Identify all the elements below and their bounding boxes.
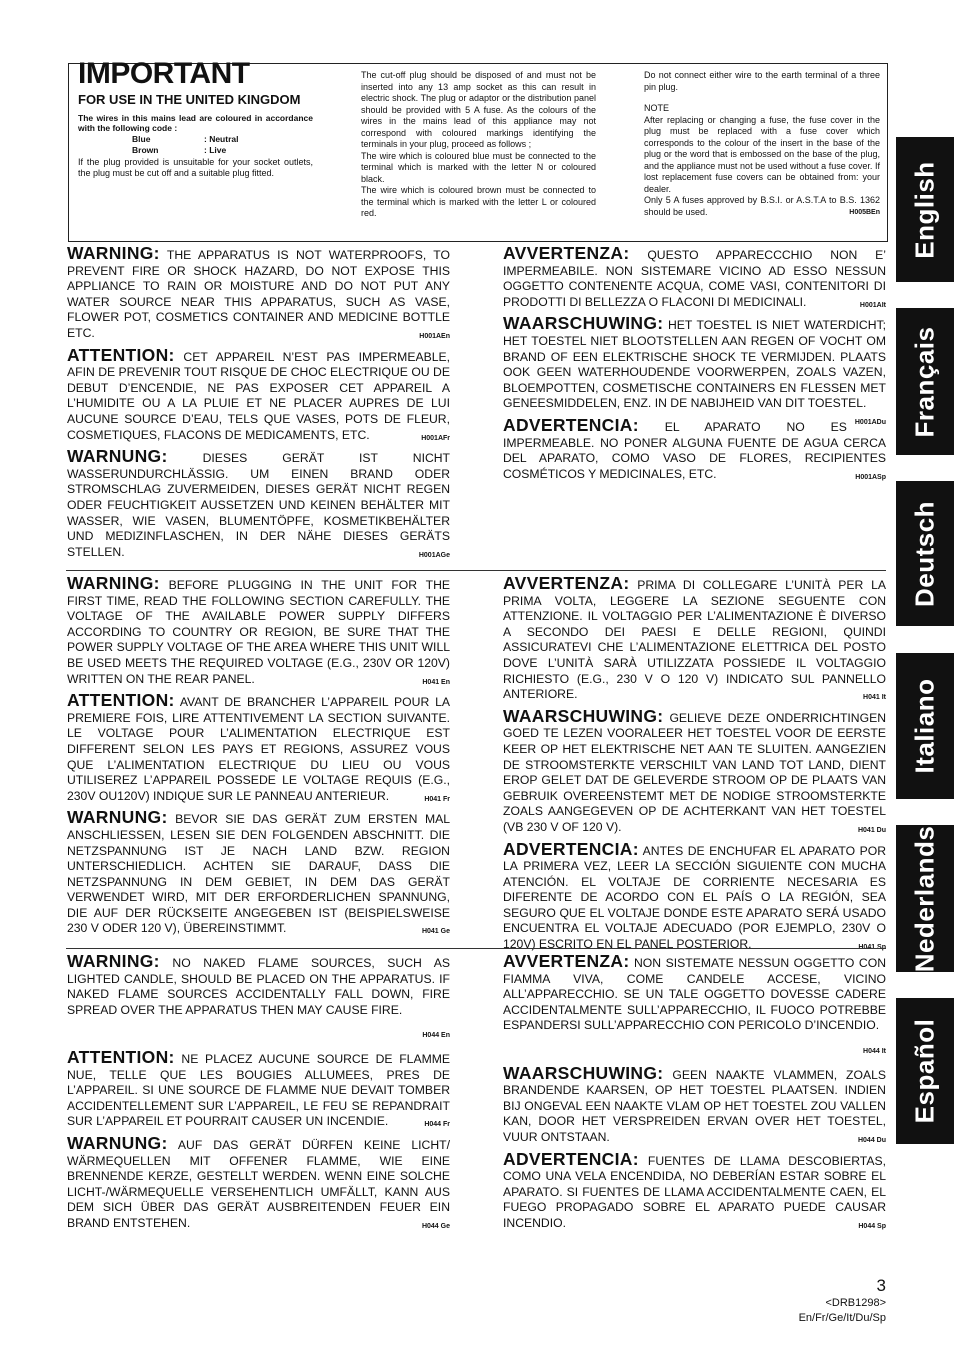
note-label: NOTE: [644, 103, 670, 113]
s3-ge: WARNUNG: AUF DAS GERÄT DÜRFEN KEINE LICHT/ WÄRMEQUELLEN MIT OFFENER FLAMME, WIE EINE BRENNENDE KERZE, GESTELLT WERDEN. WENN EINE SOLCHE LICHT-/WÄRMEQUELLE VERSEHENTLICH UMFÄLLT, KANN AUS DEM SICH ÜBER DAS GERÄT AUSBREITENDEN FEUER EIN BRAND ENTSTEHEN. H044 Ge: [67, 1132, 450, 1230]
wire-brown-label: Brown: [132, 144, 159, 155]
s2-sp: ADVERTENCIA: ANTES DE ENCHUFAR EL APARATO POR LA PRIMERA VEZ, LEER LA SECCIÓN SIGUIENTE CON MUCHA ATENCIÓN. EL VOLTAJE DE CORRIENTE NECESARIA ES DIFERENTE DE ACORDO CON EL PAÍS O LA REGIÓN, SEA SEGURO QUE EL VOLTAJE DONDE ESTE APARATO SERÁ USADO ENCUENTRA EL VOLTAJE ADECUADO (POR EJEMPLO, 230V O 120V) ESCRITO EN EL PANEL POSTERIOR. H041 Sp: [503, 838, 887, 952]
tab-deutsch: Deutsch: [896, 481, 954, 626]
important-title: IMPORTANT: [78, 57, 250, 90]
wire-brown-row: [78, 145, 313, 156]
s1-ge: WARNUNG: DIESES GERÄT IST NICHT WASSERUNDURCHLÄSSIG. UM EINEN BRAND ODER STROMSCHLAG ZUVERMEIDEN, DIESES GERÄT NICHT REGEN ODER FEUCHTIGKEIT AUSSETZEN UND KEINEN BEHÄLTER MIT WASSER, WIE VASEN, BLUMENTÖPFE, KOSMETIKBEHÄLTER UND MEDIZINFLASCHEN, IN DER NÄHE DIESES GERÄTS STELLEN. H001AGe: [67, 446, 450, 559]
doc-code: <DRB1298>: [825, 1297, 886, 1309]
tab-francais: Français: [896, 308, 954, 455]
s2-fr: ATTENTION: AVANT DE BRANCHER L’APPAREIL POUR LA PREMIERE FOIS, LIRE ATTENTIVEMENT LA SECTION SUIVANTE. LE VOLTAGE POUR L’ALIMENTATION ELECTRIQUE EST DIFFERENT SELON LES PAYS ET REGIONS, ASSUREZ VOUS QUE L’ALIMENTATION ELECTRIQUE DU LIEU OU VOUS UTILISEREZ L’APPAREIL POSSEDE LE VOLTAGE REQUIS (E.G., 230V OU120V) INDIQUE SUR LE PANNEAU ANTERIEUR. H041 Fr: [67, 690, 450, 803]
s1-en: WARNING: THE APPARATUS IS NOT WATERPROOFS, TO PREVENT FIRE OR SHOCK HAZARD, DO NOT EXPOSE THIS APPLIANCE TO RAIN OR MOISTURE AND DO NOT PUT ANY WATER SOURCE NEAR THIS APPARATUS, SUCH AS VASE, FLOWER POT, COSMETICS CONTAINER AND MEDICINE BOTTLE ETC. H001AEn: [67, 243, 450, 340]
s3-fr: ATTENTION: NE PLACEZ AUCUNE SOURCE DE FLAMME NUE, TELLE QUE LES BOUGIES ALLUMEES, PRES DE L’APPAREIL. SI UNE SOURCE DE FLAMME NUE DEVAIT TOMBER ACCIDENTELLEMENT SUR L’APPAREIL, LE FEU SE REPANDRAIT SUR L’APPAREIL ET POURRAIT CAUSER UN INCENDIE. H044 Fr: [67, 1046, 451, 1129]
s2-it: AVVERTENZA: PRIMA DI COLLEGARE L’UNITÀ PER LA PRIMA VOLTA, LEGGERE LA SEZIONE SEGUENTE CON ATTENZIONE. IL VOLTAGGIO PER L’ALIMENTAZIONE È DIVERSO A SECONDO DEI PAESI E DELLE REGIONI, QUINDI ASSICURATEVI CHE L’ALIMENTAZIONE ELETTRICA DEL POSTO DOVE L’UNITÀ SARÀ UTILIZZATA POSSIEDE IL VOLTAGGIO RICHIESTO (E.G., 230 V O 120 V) INDICATO SUL PANNELLO ANTERIORE. H041 It: [503, 573, 886, 702]
s1-left: [67, 243, 451, 566]
language-codes: En/Fr/Ge/It/Du/Sp: [798, 1312, 886, 1324]
s2-du: WAARSCHUWING: GELIEVE DEZE ONDERRICHTINGEN GOED TE LEZEN VOORALEER HET TOESTEL VOOR DE EERSTE KEER OP HET ELEKTRISCHE NET AAN TE SLUITEN. AANGEZIEN DE STROOMSTERKTE VERSCHILT VAN LAND TOT LAND, DIENT EROP GELET DAT DE GELEVERDE STROOM OP DE PLAATS VAN GEBRUIK OVEREENSTEMT MET DE NODIGE STROOMSTERKTE ZOALS AANGEGEVEN OP DE ACHTERKANT VAN HET TOESTEL (VB 230 V OF 120 V). H041 Du: [503, 705, 886, 834]
page-footer: [799, 1276, 886, 1326]
s2-en: WARNING: BEFORE PLUGGING IN THE UNIT FOR THE FIRST TIME, READ THE FOLLOWING SECTION CAREFULLY. THE VOLTAGE OF THE AVAILABLE POWER SUPPLY DIFFERS ACCORDING TO COUNTRY OR REGION, BE SURE THAT THE POWER SUPPLY VOLTAGE OF THE AREA WHERE THIS UNIT WILL BE USED MEETS THE REQUIRED VOLTAGE (E.G., 230V OR 120V) WRITTEN ON THE REAR PANEL. H041 En: [67, 573, 451, 686]
s2-right: [503, 573, 887, 959]
page-number: 3: [876, 1276, 886, 1295]
s1-it: AVVERTENZA: QUESTO APPARECCCHIO NON E’ IMPERMEABILE. NON SISTEMARE VICINO AD ESSO NESSUN OGGETTO CONTENENTE ACQUA, COME VASI, CONTENITORI DI PRODOTTI DI BELLEZZA O FLACONI DI MEDICINALI. H001AIt: [503, 243, 886, 309]
wire-blue-label: Blue: [132, 133, 151, 144]
divider-1: [66, 570, 886, 571]
col2-paragraph-2: The wire which is coloured blue must be connected to the terminal which is marked with the letter N or coloured black.: [361, 150, 596, 184]
code-h005ben: H005BEn: [849, 208, 880, 216]
important-col-1: [78, 57, 313, 180]
s2-ge: WARNUNG: BEVOR SIE DAS GERÄT ZUM ERSTEN MAL ANSCHLIESSEN, LESEN SIE DEN FOLGENDEN ABSCHNITT. DIE NETZSPANNUNG IST JE NACH LAND BZW. REGION UNTERSCHIEDLICH. ACHTEN SIE DARAUF, DASS DIE NETZSPANNUNG IN DEM GEBIET, IN DEM DAS GERÄT VERWENDET WIRD, MIT DER ERFORDERLICHEN SPANNUNG, DIE AUF DER RÜCKSEITE ANGEGEBEN IST (BEISPIELSWEISE 230 V ODER 120 V), ÜBEREINSTIMMT. H041 Ge: [67, 807, 450, 936]
divider-2: [66, 948, 886, 949]
important-box: [68, 57, 888, 242]
s2-left: [67, 573, 451, 943]
s3-right: [503, 951, 887, 1238]
col2-paragraph-3: The wire which is coloured brown must be connected to the terminal which is marked with the letter L or coloured red.: [361, 185, 596, 218]
s3-en: WARNING: NO NAKED FLAME SOURCES, SUCH AS LIGHTED CANDLE, SHOULD BE PLACED ON THE APPARATUS. IF NAKED FLAME SOURCES ACCIDENTALLY FALL DOWN, FIRE SPREAD OVER THE APPARATUS THEN MAY CAUSE FIRE. H044 En: [67, 951, 450, 1040]
wire-blue-row: [78, 134, 313, 145]
col3-paragraph-2: After replacing or changing a fuse, the fuse cover in the plug must be replaced with a fuse cover which corresponds to the colour of the insert in the base of the plug or the word that is embossed on the base of the plug, and the appliance must not be used without a fuse cover. If lost replacement fuse covers can be obtained from: your dealer.: [644, 114, 880, 194]
col3-paragraph-1: Do not connect either wire to the earth terminal of a three pin plug.: [644, 70, 880, 92]
wire-blue-value: : Neutral: [204, 133, 239, 144]
tab-italiano: Italiano: [896, 653, 954, 799]
col2-paragraph-1: The cut-off plug should be disposed of and must not be inserted into any 13 amp socket as this can result in electric shock. The plug or adaptor or the distribution panel should be provided with 5 A fuse. As the colours of the wires in the mains lead of this appliance may not correspond with coloured markings identifying the terminals in your plug, proceed as follows ;: [361, 70, 596, 149]
s1-right: [503, 243, 886, 488]
s1-sp: ADVERTENCIA: EL APARATO NO ES IMPERMEABLE. NO PONER ALGUNA FUENTE DE AGUA CERCA DEL APARATO, COMO VASO DE FLORES, RECIPIENTES COSMÉTICOS Y MEDICINALES, ETC. H001ASp: [503, 414, 886, 481]
s1-du: WAARSCHUWING: HET TOESTEL IS NIET WATERDICHT; HET TOESTEL NIET BLOOTSTELLEN AAN REGEN OF VOCHT OM BRAND OF EEN ELEKTRISCHE SHOCK TE VERMIJDEN. PLAATS OOK GEEN WATERHOUDENDE VOORWERPEN, ZOALS VAZEN, BLOEMPOTTEN, COSMETISCHE CONTAINERS EN FLESSEN MET GENEESMIDDELEN, ENZ. IN DE NABIJHEID VAN DIT TOESTEL. H001ADu: [503, 313, 886, 426]
s3-sp: ADVERTENCIA: FUENTES DE LLAMA DESCOBIERTAS, COMO UNA VELA ENCENDIDA, NO DEBERÍAN ESTAR SOBRE EL APARATO. SI FUENTES DE LLAMA ACCIDENTALMENTE CAEN, EL FUEGO PROPAGADO SOBRE EL APARATO PUEDE CAUSAR INCENDIO. H044 Sp: [503, 1148, 886, 1230]
important-col-3: [644, 70, 880, 218]
s3-it: AVVERTENZA: NON SISTEMATE NESSUN OGGETTO CON FIAMMA VIVA, COME CANDELE ACCESE, VICINO ALL’APPARECCHIO. SE UN TALE OGGETTO DOVESSE CADERE ACCIDENTALMENTE SULL’APPARECCHIO, IL FUOCO POTREBBE ESPANDERSI SULL’APPARECCHIO CON PERICOLO D’INCENDIO. H044 It: [503, 951, 886, 1055]
plug-text: If the plug provided is unsuitable for your socket outlets, the plug must be cut off and a suitable plug fitted.: [78, 156, 313, 178]
tab-nederlands: Nederlands: [896, 825, 954, 972]
col3-paragraph-3: Only 5 A fuses approved by B.S.I. or A.S.T.A to B.S. 1362 should be used. H005BEn: [644, 195, 880, 217]
tab-espanol: Español: [896, 998, 954, 1144]
wires-intro: The wires in this mains lead are coloured in accordance with the following code :: [78, 112, 313, 133]
s1-fr: ATTENTION: CET APPAREIL N’EST PAS IMPERMEABLE, AFIN DE PREVENIR TOUT RISQUE DE CHOC ELECTRIQUE OU DE DEBUT D’ENCENDIE, NE PAS EXPOSER CET APPAREIL A L’HUMIDITE OU A LA PLUIE ET NE PLACER AUPRES DE LUI AUCUNE SOURCE D’EAU, TELS QUE VASES, POTS DE FLEUR, COSMETIQUES, FLACONS DE MEDICAMENTS, ETC. H001AFr: [67, 344, 451, 442]
wire-brown-value: : Live: [204, 144, 227, 155]
important-col-2: [361, 70, 596, 220]
important-subtitle: FOR USE IN THE UNITED KINGDOM: [78, 91, 301, 107]
s3-left: [67, 951, 451, 1238]
tab-english: English: [896, 137, 954, 282]
s3-du: WAARSCHUWING: GEEN NAAKTE VLAMMEN, ZOALS BRANDENDE KAARSEN, OP HET TOESTEL PLAATSEN. INDIEN BIJ ONGEVAL EEN NAAKTE VLAM OP HET TOESTEL ZOU VALLEN KAN, DOOR HET VERSPREIDEN ERVAN OVER HET TOESTEL, VUUR ONTSTAAN. H044 Du: [503, 1062, 887, 1144]
